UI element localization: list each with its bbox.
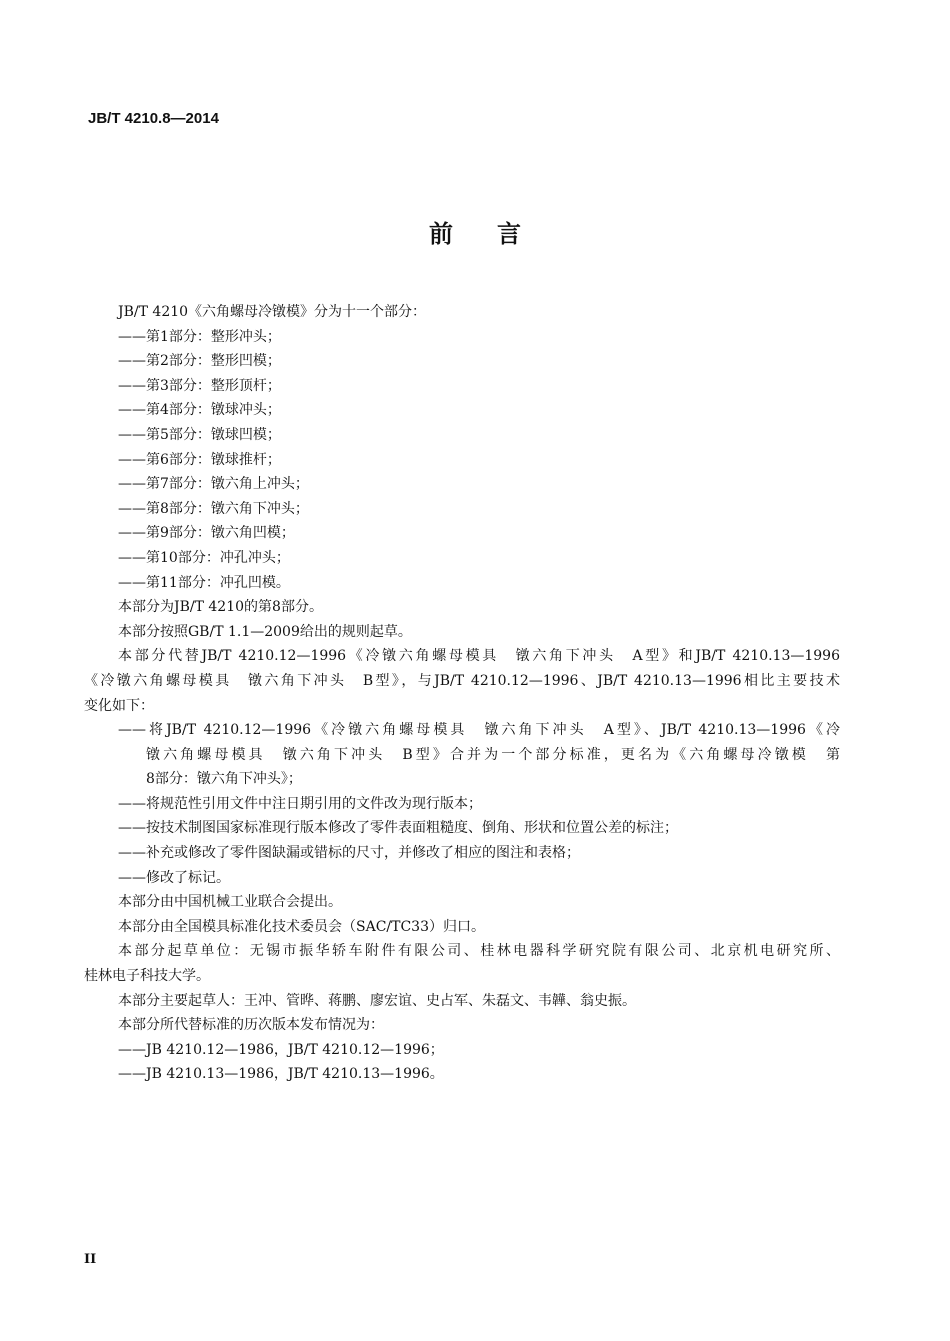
standard-number: JB/T 4210.8—2014 bbox=[88, 110, 219, 127]
change-list-item-continued: 8部分：镦六角下冲头》； bbox=[146, 771, 302, 788]
part-list-item: ——第9部分：镦六角凹模； bbox=[118, 525, 295, 542]
change-list-item: ——将规范性引用文件中注日期引用的文件改为现行版本； bbox=[118, 795, 482, 812]
paragraph: 本部分为JB/T 4210的第8部分。 bbox=[118, 599, 323, 616]
history-list-item: ——JB 4210.13—1986，JB/T 4210.13—1996。 bbox=[118, 1066, 444, 1083]
intro-paragraph: JB/T 4210《六角螺母冷镦模》分为十一个部分： bbox=[118, 304, 427, 320]
paragraph: 本部分由全国模具标准化技术委员会（SAC/TC33）归口。 bbox=[118, 918, 485, 935]
change-list-item: ——补充或修改了零件图缺漏或错标的尺寸，并修改了相应的图注和表格； bbox=[118, 845, 580, 862]
change-list-item-continued: 镦六角螺母模具 镦六角下冲头 B型》合并为一个部分标准，更名为《六角螺母冷镦模 第 bbox=[146, 746, 840, 763]
paragraph-line: 变化如下： bbox=[84, 697, 154, 714]
part-list-item: ——第8部分：镦六角下冲头； bbox=[118, 500, 309, 517]
page-title: 前言 bbox=[429, 220, 565, 248]
change-list-item: ——按技术制图国家标准现行版本修改了零件表面粗糙度、倒角、形状和位置公差的标注； bbox=[118, 820, 678, 837]
part-list-item: ——第6部分：镦球推杆； bbox=[118, 451, 281, 468]
paragraph: 本部分所代替标准的历次版本发布情况为： bbox=[118, 1017, 384, 1034]
part-list-item: ——第5部分：镦球凹模； bbox=[118, 426, 281, 443]
paragraph-line: 本部分起草单位：无锡市振华轿车附件有限公司、桂林电器科学研究院有限公司、北京机电研究所、 bbox=[118, 943, 840, 960]
paragraph-line: 本部分代替JB/T 4210.12—1996《冷镦六角螺母模具 镦六角下冲头 A型》和JB/T 4210.13—1996 bbox=[118, 648, 840, 665]
part-list-item: ——第7部分：镦六角上冲头； bbox=[118, 476, 309, 493]
paragraph: 本部分由中国机械工业联合会提出。 bbox=[118, 894, 342, 911]
change-list-item: ——修改了标记。 bbox=[118, 869, 230, 886]
paragraph-line: 桂林电子科技大学。 bbox=[84, 968, 210, 985]
history-list-item: ——JB 4210.12—1986，JB/T 4210.12—1996； bbox=[118, 1041, 444, 1058]
paragraph: 本部分主要起草人：王冲、管晔、蒋鹏、廖宏谊、史占军、朱磊文、韦韡、翁史振。 bbox=[118, 992, 636, 1009]
part-list-item: ——第4部分：镦球冲头； bbox=[118, 402, 281, 419]
part-list-item: ——第3部分：整形顶杆； bbox=[118, 377, 281, 394]
part-list-item: ——第1部分：整形冲头； bbox=[118, 328, 281, 345]
part-list-item: ——第2部分：整形凹模； bbox=[118, 353, 281, 370]
paragraph-line: 《冷镦六角螺母模具 镦六角下冲头 B型》，与JB/T 4210.12—1996、JB/T 4210.13—1996相比主要技术 bbox=[84, 672, 840, 689]
part-list-item: ——第10部分：冲孔冲头； bbox=[118, 549, 290, 566]
foreword-body bbox=[84, 300, 840, 1087]
change-list-item: ——将JB/T 4210.12—1996《冷镦六角螺母模具 镦六角下冲头 A型》、JB/T 4210.13—1996《冷 bbox=[118, 722, 840, 739]
page-number: II bbox=[84, 1252, 97, 1267]
paragraph: 本部分按照GB/T 1.1—2009给出的规则起草。 bbox=[118, 623, 412, 640]
part-list-item: ——第11部分：冲孔凹模。 bbox=[118, 574, 290, 591]
